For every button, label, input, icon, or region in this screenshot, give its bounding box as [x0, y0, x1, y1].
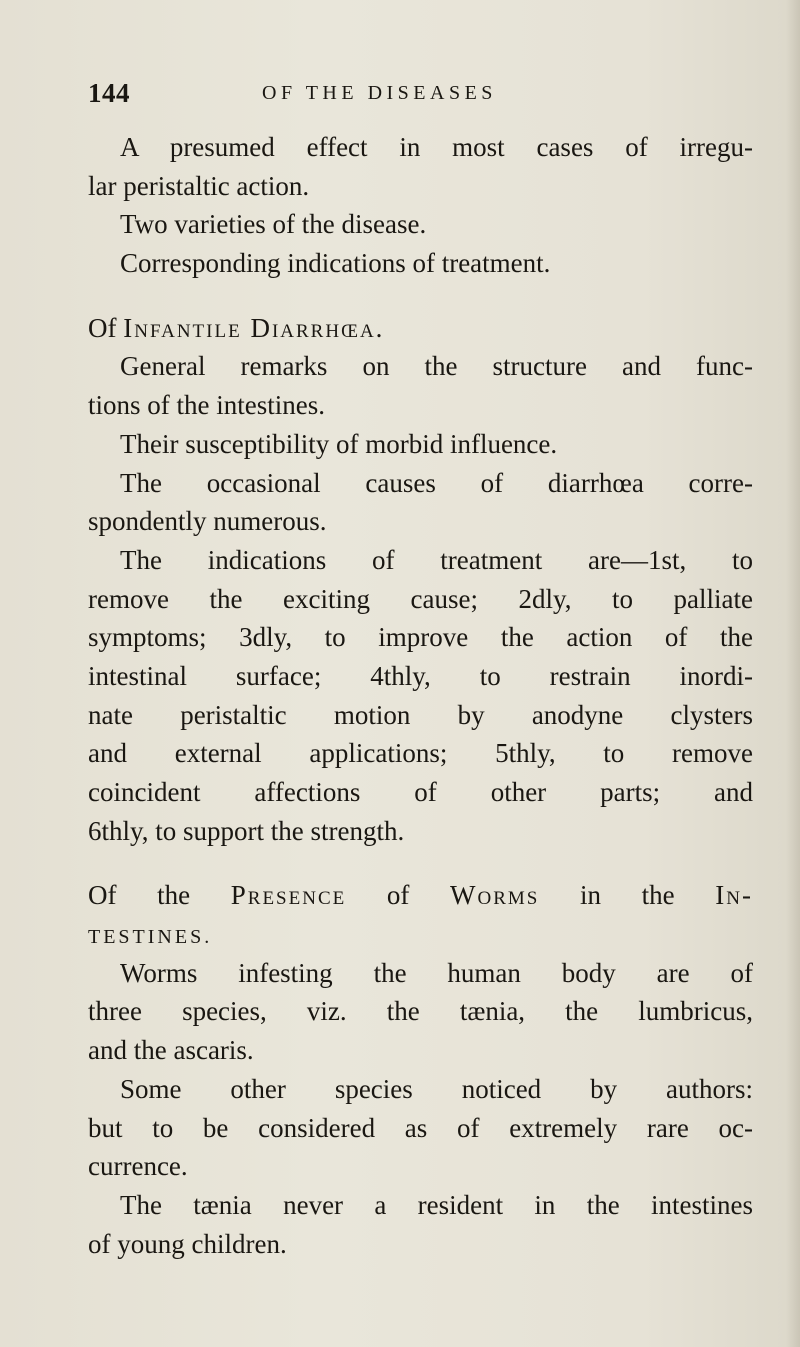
text-line: Two varieties of the disease.: [120, 209, 427, 240]
text-line: The tænia never a resident in the intestines: [120, 1189, 753, 1220]
heading-text: in the: [580, 880, 675, 911]
heading-text: Of the: [88, 880, 191, 911]
running-head: OF THE DISEASES: [262, 82, 497, 104]
page-header: [88, 78, 748, 122]
text-line: nate peristaltic motion by anodyne clysters: [88, 699, 753, 730]
heading-title: Infantile Diarrhœa.: [123, 312, 385, 343]
heading-prefix: Of: [88, 312, 117, 343]
text-line: spondently numerous.: [88, 506, 327, 537]
section-heading-continued: [88, 915, 753, 954]
page-number: 144: [88, 78, 130, 108]
page-edge-shadow: [786, 0, 800, 1347]
heading-title: Presence: [230, 880, 347, 911]
heading-title: Worms: [450, 880, 540, 911]
text-line: A presumed effect in most cases of irregu-: [120, 132, 753, 162]
heading-title: In-: [715, 880, 753, 911]
text-line: Their susceptibility of morbid influence.: [120, 428, 558, 459]
text-line: remove the exciting cause; 2dly, to palliate: [88, 583, 753, 614]
text-line: Some other species noticed by authors:: [120, 1073, 753, 1104]
text-line: Worms infesting the human body are of: [120, 957, 753, 988]
text-line: The occasional causes of diarrhœa corre-: [120, 467, 753, 498]
section-gap: [88, 850, 753, 876]
text-line: 6thly, to support the strength.: [88, 815, 405, 846]
text-line: tions of the intestines.: [88, 390, 325, 421]
text-line: and the ascaris.: [88, 1035, 254, 1066]
heading-title: TESTINES.: [88, 926, 213, 949]
text-line: currence.: [88, 1151, 188, 1182]
heading-text: of: [386, 880, 410, 911]
text-line: intestinal surface; 4thly, to restrain inordi-: [88, 660, 753, 691]
text-line: and external applications; 5thly, to remove: [88, 738, 753, 769]
text-line: lar peristaltic action.: [88, 170, 310, 201]
text-line: General remarks on the structure and func-: [120, 351, 753, 382]
text-line: but to be considered as of extremely rare oc-: [88, 1112, 753, 1143]
section-heading: [88, 309, 753, 348]
text-line: three species, viz. the tænia, the lumbricus,: [88, 996, 753, 1027]
text-line: symptoms; 3dly, to improve the action of the: [88, 622, 753, 653]
section-heading: [88, 876, 753, 915]
page-body: [88, 128, 753, 1263]
text-line: coincident affections of other parts; and: [88, 777, 753, 807]
section-gap: [88, 283, 753, 309]
text-line: of young children.: [88, 1228, 287, 1259]
text-line: Corresponding indications of treatment.: [120, 248, 551, 279]
text-line: The indications of treatment are—1st, to: [120, 544, 753, 575]
